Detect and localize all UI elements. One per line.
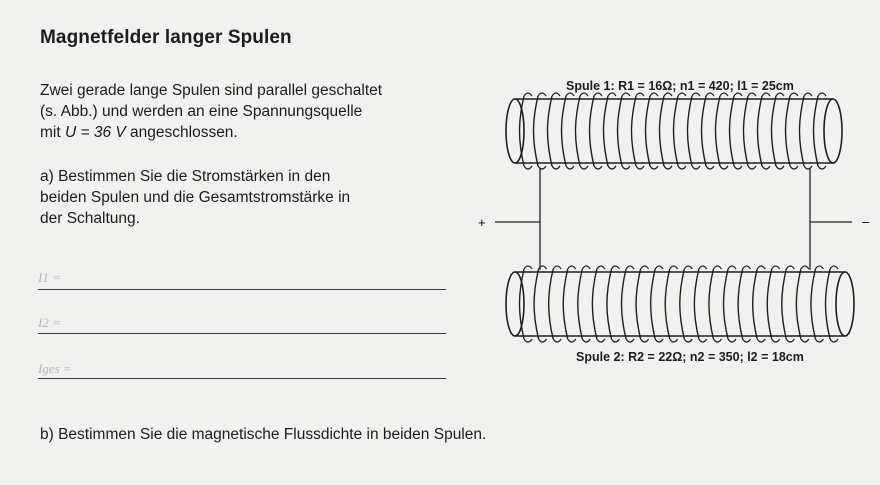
coil-winding-top	[580, 93, 588, 96]
coil-winding-bottom	[622, 166, 630, 169]
coil-winding-top	[524, 266, 532, 269]
coil-winding	[563, 269, 568, 339]
coil-winding	[660, 96, 665, 166]
coil-winding	[702, 96, 707, 166]
coil-winding-bottom	[699, 339, 707, 342]
coil-winding	[592, 269, 597, 339]
coil-winding-top	[772, 266, 780, 269]
answer-label-i1: I1 =	[38, 270, 61, 285]
coil-winding-top	[757, 266, 765, 269]
coil-winding-top	[568, 266, 576, 269]
coil-winding-bottom	[641, 339, 649, 342]
coil-winding	[826, 269, 831, 339]
coil-winding-top	[636, 93, 644, 96]
terminal-minus: –	[862, 214, 870, 229]
coil-winding-top	[748, 93, 756, 96]
coil-winding-bottom	[552, 166, 560, 169]
coil-winding-top	[699, 266, 707, 269]
coil-winding-bottom	[538, 166, 546, 169]
coil-winding-top	[818, 93, 826, 96]
coil-winding-top	[655, 266, 663, 269]
coil-winding-top	[684, 266, 692, 269]
coil-winding-top	[664, 93, 672, 96]
terminal-plus: +	[478, 215, 486, 230]
coil-winding-bottom	[748, 166, 756, 169]
coil-winding	[796, 269, 801, 339]
coil-right-end	[824, 99, 842, 163]
coil-winding-top	[611, 266, 619, 269]
coil-winding	[534, 269, 539, 339]
coil-winding-bottom	[524, 339, 532, 342]
coil-winding-bottom	[664, 166, 672, 169]
coil-winding-top	[566, 93, 574, 96]
coil-winding-bottom	[636, 166, 644, 169]
coil-winding	[694, 269, 699, 339]
coil-winding-top	[706, 93, 714, 96]
coil-winding-top	[713, 266, 721, 269]
coil-1	[506, 93, 842, 169]
coil-winding-bottom	[566, 166, 574, 169]
coil-winding	[578, 269, 583, 339]
coil-winding	[674, 96, 679, 166]
coil-right-end	[836, 272, 854, 336]
task-a-line-1: a) Bestimmen Sie die Stromstärken in den	[40, 168, 331, 185]
coil-winding-top	[830, 266, 838, 269]
coil-winding-top	[743, 266, 751, 269]
coil-winding-top	[622, 93, 630, 96]
coil-winding-top	[538, 93, 546, 96]
coil-winding-bottom	[670, 339, 678, 342]
coil-winding-bottom	[553, 339, 561, 342]
coil-winding-bottom	[728, 339, 736, 342]
coil-winding-bottom	[734, 166, 742, 169]
coil-winding-bottom	[830, 339, 838, 342]
coil-winding	[646, 96, 651, 166]
coil-winding-top	[552, 93, 560, 96]
intro-line-1: Zwei gerade lange Spulen sind parallel geschaltet	[40, 82, 383, 99]
coil-winding	[534, 96, 539, 166]
coil-winding-top	[804, 93, 812, 96]
intro-line-2: (s. Abb.) und werden an eine Spannungsquelle	[40, 103, 363, 120]
answer-label-i2: I2 =	[38, 315, 61, 330]
coil-winding-top	[650, 93, 658, 96]
page-title: Magnetfelder langer Spulen	[40, 27, 292, 48]
coil-winding	[549, 269, 554, 339]
coil-winding-top	[801, 266, 809, 269]
coil-winding	[590, 96, 595, 166]
coil-1-label: Spule 1: R1 = 16Ω; n1 = 420; l1 = 25cm	[566, 79, 794, 93]
coil-winding-bottom	[706, 166, 714, 169]
coil-winding	[814, 96, 819, 166]
coil-winding-top	[582, 266, 590, 269]
coil-winding-top	[524, 93, 532, 96]
coil-winding-bottom	[678, 166, 686, 169]
coil-winding-bottom	[790, 166, 798, 169]
coil-winding-bottom	[776, 166, 784, 169]
coil-winding-top	[776, 93, 784, 96]
coil-winding-top	[692, 93, 700, 96]
coil-winding	[800, 96, 805, 166]
coil-winding	[665, 269, 670, 339]
coil-winding	[607, 269, 612, 339]
coil-winding	[636, 269, 641, 339]
coil-winding	[680, 269, 685, 339]
coil-winding	[562, 96, 567, 166]
coil-winding	[758, 96, 763, 166]
coil-winding-bottom	[524, 166, 532, 169]
coil-winding-bottom	[568, 339, 576, 342]
coil-winding-bottom	[597, 339, 605, 342]
coil-winding-bottom	[743, 339, 751, 342]
coil-winding	[618, 96, 623, 166]
intro-line-3-prefix: mit	[40, 124, 65, 141]
coil-winding-top	[670, 266, 678, 269]
coil-winding-bottom	[815, 339, 823, 342]
coil-winding-top	[678, 93, 686, 96]
coil-winding-top	[626, 266, 634, 269]
coil-winding-bottom	[801, 339, 809, 342]
coil-winding	[632, 96, 637, 166]
coil-winding	[622, 269, 627, 339]
task-b: b) Bestimmen Sie die magnetische Flussdichte in beiden Spulen.	[40, 426, 487, 443]
coil-winding-bottom	[720, 166, 728, 169]
voltage-value: U = 36 V	[64, 124, 126, 141]
answer-label-iges: Iges =	[38, 361, 72, 376]
coil-winding-bottom	[626, 339, 634, 342]
coil-winding	[724, 269, 729, 339]
coil-winding	[767, 269, 772, 339]
intro-line-3-suffix: angeschlossen.	[125, 124, 238, 141]
coil-winding	[772, 96, 777, 166]
coil-winding-top	[597, 266, 605, 269]
coil-winding	[753, 269, 758, 339]
wiring	[495, 168, 852, 270]
coil-winding-bottom	[655, 339, 663, 342]
coil-winding	[782, 269, 787, 339]
coil-winding-top	[594, 93, 602, 96]
task-a-line-2: beiden Spulen und die Gesamtstromstärke in	[40, 189, 351, 206]
coil-winding-bottom	[611, 339, 619, 342]
coil-winding-bottom	[713, 339, 721, 342]
coil-winding-top	[720, 93, 728, 96]
coil-winding	[786, 96, 791, 166]
coil-winding-bottom	[804, 166, 812, 169]
coil-2	[506, 266, 854, 342]
task-a-line-3: der Schaltung.	[40, 210, 140, 227]
coil-winding	[738, 269, 743, 339]
coil-winding-top	[641, 266, 649, 269]
coil-winding	[604, 96, 609, 166]
coil-winding	[576, 96, 581, 166]
coil-winding-top	[608, 93, 616, 96]
coil-winding-bottom	[786, 339, 794, 342]
coil-winding-bottom	[757, 339, 765, 342]
coil-winding-bottom	[772, 339, 780, 342]
coil-winding-bottom	[594, 166, 602, 169]
coil-winding	[811, 269, 816, 339]
coil-winding-bottom	[582, 339, 590, 342]
coil-winding-bottom	[650, 166, 658, 169]
coil-2-label: Spule 2: R2 = 22Ω; n2 = 350; l2 = 18cm	[576, 350, 804, 364]
coil-winding-top	[790, 93, 798, 96]
coil-winding-bottom	[608, 166, 616, 169]
coil-winding-top	[734, 93, 742, 96]
coil-winding-top	[815, 266, 823, 269]
coil-winding-bottom	[692, 166, 700, 169]
coil-winding-top	[762, 93, 770, 96]
coil-winding	[548, 96, 553, 166]
coil-winding	[688, 96, 693, 166]
coil-winding-bottom	[762, 166, 770, 169]
coil-winding-top	[786, 266, 794, 269]
coil-winding-bottom	[818, 166, 826, 169]
coil-winding	[744, 96, 749, 166]
coil-winding-top	[553, 266, 561, 269]
coil-winding	[709, 269, 714, 339]
coil-winding-bottom	[539, 339, 547, 342]
coil-winding-bottom	[580, 166, 588, 169]
coil-winding-top	[728, 266, 736, 269]
coil-winding	[716, 96, 721, 166]
coil-winding	[651, 269, 656, 339]
coil-winding-bottom	[684, 339, 692, 342]
coil-winding	[730, 96, 735, 166]
